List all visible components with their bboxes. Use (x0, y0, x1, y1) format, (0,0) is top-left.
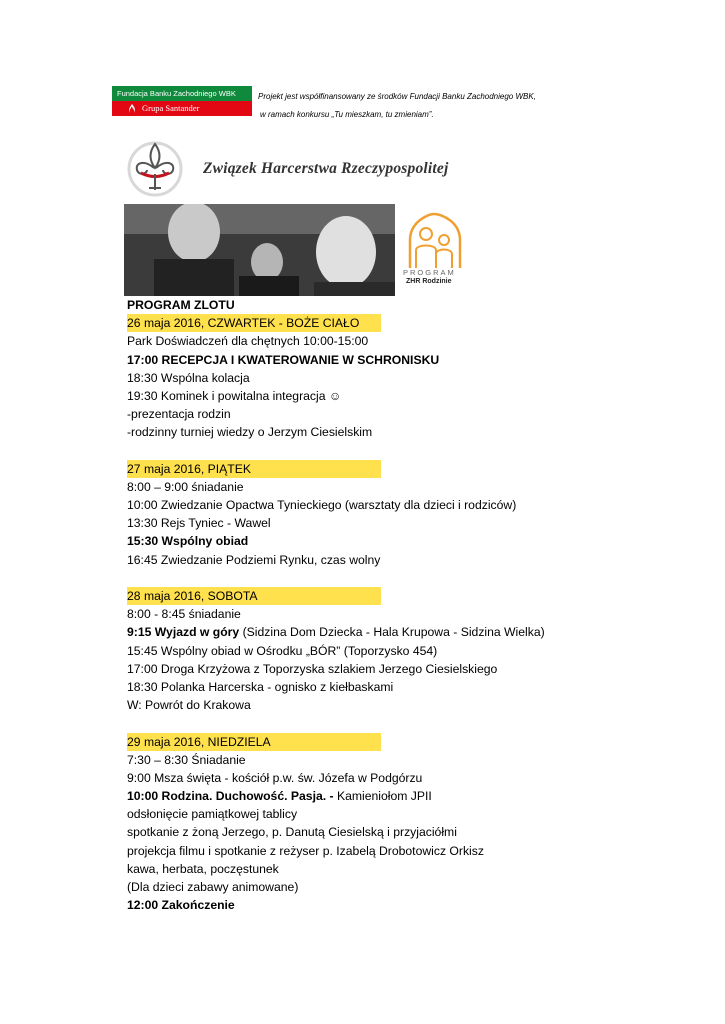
schedule-item (127, 605, 687, 623)
schedule-item-text: projekcja filmu i spotkanie z reżyser p. Izabelą Drobotowicz Orkisz (127, 843, 484, 858)
schedule-item (127, 696, 687, 714)
schedule-item (127, 787, 687, 805)
schedule-item (127, 423, 687, 441)
schedule-item-text: Kamieniołom JPII (333, 789, 432, 804)
schedule-item-text: 19:30 Kominek i powitalna integracja ☺ (127, 388, 342, 403)
schedule-item-text: 17:00 Droga Krzyżowa z Toporzyska szlakiem Jerzego Ciesielskiego (127, 661, 498, 676)
schedule-item-bold: 15:30 Wspólny obiad (127, 534, 249, 549)
schedule-item-text: W: Powrót do Krakowa (127, 698, 251, 713)
spacer (127, 442, 687, 460)
schedule-item-text: 18:30 Polanka Harcerska - ognisko z kiełbaskami (127, 679, 394, 694)
schedule-item-text: kawa, herbata, poczęstunek (127, 861, 279, 876)
schedule-item-text: 18:30 Wspólna kolacja (127, 370, 250, 385)
schedule-item (127, 623, 687, 641)
schedule-item-text: 8:00 - 8:45 śniadanie (127, 607, 241, 622)
program-logo-subtitle: ZHR Rodzinie (406, 278, 452, 285)
schedule-item-text: odsłonięcie pamiątkowej tablicy (127, 807, 298, 822)
schedule-item-text: (Dla dzieci zabawy animowane) (127, 880, 299, 894)
fleur-de-lis-icon (127, 138, 183, 200)
schedule-item-text: 15:45 Wspólny obiad w Ośrodku „BÓR” (Toporzysko 454) (127, 643, 438, 658)
people-photo-image (124, 204, 395, 296)
organization-name: Związek Harcerstwa Rzeczypospolitej (203, 160, 449, 177)
flame-icon (128, 104, 136, 113)
schedule-item (127, 405, 687, 423)
schedule-item (127, 751, 687, 769)
schedule-item-text: -rodzinny turniej wiedzy o Jerzym Ciesielskim (127, 425, 373, 440)
sponsor-note-line: w ramach konkursu „Tu mieszkam, tu zmieniam”. (260, 110, 434, 119)
program-logo-word: PROGRAM (403, 268, 456, 277)
schedule-item (127, 369, 687, 387)
schedule-item (127, 860, 687, 878)
schedule-item-text: 13:30 Rejs Tyniec - Wawel (127, 516, 271, 531)
schedule-item-bold: 9:15 Wyjazd w góry (127, 625, 240, 640)
schedule-item-text: Park Doświadczeń dla chętnych 10:00-15:00 (127, 334, 369, 349)
schedule-item (127, 532, 687, 550)
sponsor-logo-bottom (112, 101, 252, 116)
schedule-item (127, 496, 687, 514)
schedule-item (127, 769, 687, 787)
schedule-item (127, 660, 687, 678)
schedule (127, 296, 687, 914)
schedule-item (127, 551, 687, 569)
schedule-item (127, 332, 687, 350)
schedule-item (127, 351, 687, 369)
day-header-label: 27 maja 2016, PIĄTEK (127, 460, 381, 478)
day-header (127, 733, 687, 751)
schedule-item (127, 896, 687, 914)
schedule-item-text: 16:45 Zwiedzanie Podziemi Rynku, czas wolny (127, 552, 381, 567)
schedule-item (127, 478, 687, 496)
day-header-label: 26 maja 2016, CZWARTEK - BOŻE CIAŁO (127, 314, 381, 332)
day-header (127, 314, 687, 332)
schedule-item (127, 514, 687, 532)
schedule-item-text: spotkanie z żoną Jerzego, p. Danutą Ciesielską i przyjaciółmi (127, 825, 457, 840)
photo (124, 204, 395, 296)
schedule-item (127, 642, 687, 660)
sponsor-note-line: Projekt jest współfinansowany ze środków Fundacji Banku Zachodniego WBK, (258, 92, 536, 101)
day-header (127, 460, 687, 478)
schedule-days (127, 314, 687, 914)
schedule-item-text: -prezentacja rodzin (127, 407, 231, 422)
schedule-item (127, 387, 687, 405)
schedule-item (127, 878, 687, 896)
schedule-item-text: 10:00 Zwiedzanie Opactwa Tynieckiego (warsztaty dla dzieci i rodziców) (127, 498, 517, 513)
spacer (127, 569, 687, 587)
sponsor-logo-bottom-text: Grupa Santander (142, 103, 200, 113)
sponsor-note (258, 88, 536, 124)
sponsor-logo-top: Fundacja Banku Zachodniego WBK (112, 86, 252, 101)
schedule-item-text: 8:00 – 9:00 śniadanie (127, 479, 244, 494)
schedule-item-bold: 17:00 RECEPCJA I KWATEROWANIE W SCHRONISKU (127, 352, 440, 367)
page-title: PROGRAM ZLOTU (127, 298, 235, 312)
day-header-label: 28 maja 2016, SOBOTA (127, 587, 381, 605)
schedule-item-bold: 12:00 Zakończenie (127, 898, 235, 913)
schedule-item (127, 842, 687, 860)
day-header (127, 587, 687, 605)
sponsor-logo (112, 86, 252, 118)
schedule-item-text: (Sidzina Dom Dziecka - Hala Krupowa - Sidzina Wielka) (239, 625, 545, 640)
schedule-item (127, 823, 687, 841)
schedule-item (127, 678, 687, 696)
schedule-item (127, 805, 687, 823)
schedule-item-text: 7:30 – 8:30 Śniadanie (127, 752, 246, 767)
schedule-item-text: 9:00 Msza święta - kościół p.w. św. Józefa w Podgórzu (127, 770, 423, 785)
schedule-item-bold: 10:00 Rodzina. Duchowość. Pasja. - (127, 789, 334, 804)
day-header-label: 29 maja 2016, NIEDZIELA (127, 733, 381, 751)
spacer (127, 714, 687, 732)
